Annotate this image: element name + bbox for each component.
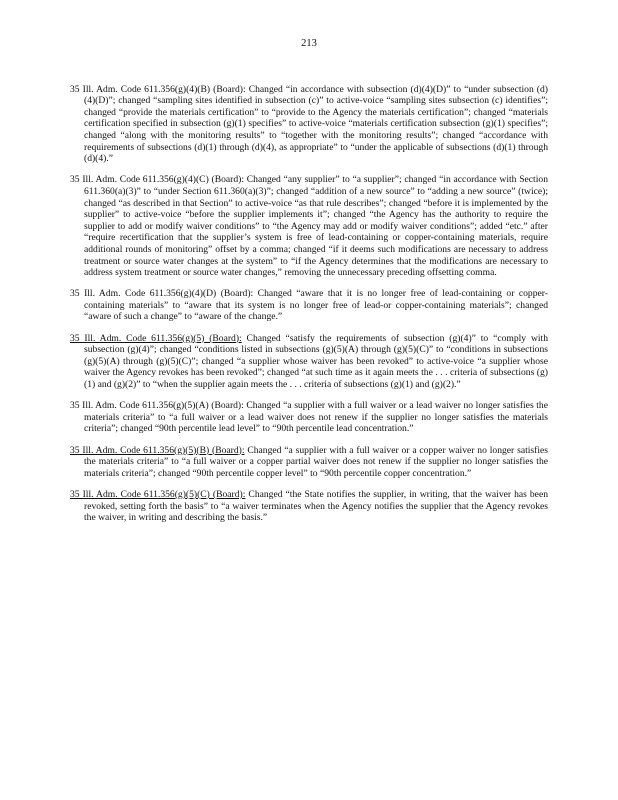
code-citation: 35 Ill. Adm. Code 611.356(g)(4)(D) (Board): — [70, 288, 254, 300]
code-citation: 35 Ill. Adm. Code 611.356(g)(4)(C) (Board): — [70, 174, 245, 186]
amendment-entry — [70, 174, 548, 278]
change-description: Changed “a supplier with a full waiver or a lead waiver no longer satisfies the materials criteria” to “a full waiver or a lead waiver does not renew if the supplier no longer satisfies the materials criteria”; changed “90th percentile lead level” to “90th percentile lead concentration.” — [84, 400, 548, 435]
amendment-entry — [70, 445, 548, 480]
amendment-entry — [70, 489, 548, 524]
change-description: Changed “a supplier with a full waiver or a copper waiver no longer satisfies the materials criteria” to “a full waiver or a copper partial waiver does not renew if the supplier no longer satisfies the materials criteria”; changed “90th percentile copper level” to “90th percentile copper concentration.” — [84, 444, 548, 479]
change-description: Changed “satisfy the requirements of subsection (g)(4)” to “comply with subsection (g)(4)”; changed “conditions listed in subsections (g)(5)(A) through (g)(5)(C)” to “conditions in subsections (g)(5)(A) through (g)(5)(C)”; changed “a supplier whose waiver has been revoked” to active-voice “a supplier whose waiver the Agency revokes has been revoked”; changed “at such time as it again meets the . . . criteria of subsections (g)(1) and (g)(2)” to “when the supplier again meets the . . . criteria of subsections (g)(1) and (g)(2).” — [84, 332, 548, 391]
code-citation: 35 Ill. Adm. Code 611.356(g)(4)(B) (Board): — [70, 83, 246, 95]
code-citation: 35 Ill. Adm. Code 611.356(g)(5)(C) (Board): — [70, 488, 246, 500]
amendment-entry — [70, 333, 548, 391]
code-citation: 35 Ill. Adm. Code 611.356(g)(5) (Board): — [70, 332, 242, 344]
page-number: 213 — [301, 38, 317, 49]
amendment-entry — [70, 84, 548, 165]
change-description: Changed “the State notifies the supplier, in writing, that the waiver has been revoked, setting forth the basis” to “a waiver terminates when the Agency notifies the supplier that the Agency revokes the waiver, in writing and describing the basis.” — [84, 488, 548, 524]
code-citation: 35 Ill. Adm. Code 611.356(g)(5)(A) (Board): — [70, 400, 244, 412]
change-description: Changed “any supplier” to “a supplier”; changed “in accordance with Section 611.360(a)(3)” to “under Section 611.360(a)(3)”; changed “addition of a new source” to “adding a new source” (twice); changed “as described in that Section” to active-voice “as that rule describes”; changed “before it is implemented by the supplier” to active-voice “before the supplier implements it”; changed “the Agency has the authority to require the supplier to add or modify waiver conditions” to “the Agency may add or modify waiver conditions”; added “etc.” after “require recertification that the supplier’s system is free of lead-containing or copper-containing materials, require additional rounds of monitoring” offset by a comma; changed “if it deems such modifications are necessary to address treatment or source water changes at the system” to “if the Agency determines that the modifications are necessary to address system treatment or source water changes,” removing the unnecessary preceding offsetting comma. — [84, 174, 548, 279]
code-citation: 35 Ill. Adm. Code 611.356(g)(5)(B) (Board): — [70, 444, 245, 456]
change-description: Changed “aware that it is no longer free of lead-containing or copper-containing materials” to “aware that its system is no longer free of lead-or copper-containing materials”; changed “aware of such a change” to “aware of the change.” — [84, 288, 548, 323]
amendment-entry — [70, 400, 548, 435]
change-description: Changed “in accordance with subsection (d)(4)(D)” to “under subsection (d)(4)(D)”; changed “sampling sites identified in subsection (c)” to active-voice “sampling sites subsection (c) identifies”; changed “provide the materials certification” to “provide to the Agency the materials certification”; changed “materials certification specified in subsection (g)(1) specifies” to active-voice “materials certification subsection (g)(1) specifies”; changed “along with the monitoring results” to “together with the monitoring results”; changed “accordance with requirements of subsections (d)(1) through (d)(4), as appropriate” to “under the applicable of subsections (d)(1) through (d)(4).” — [84, 83, 548, 165]
amendment-entry — [70, 288, 548, 323]
amendment-list — [70, 74, 548, 528]
